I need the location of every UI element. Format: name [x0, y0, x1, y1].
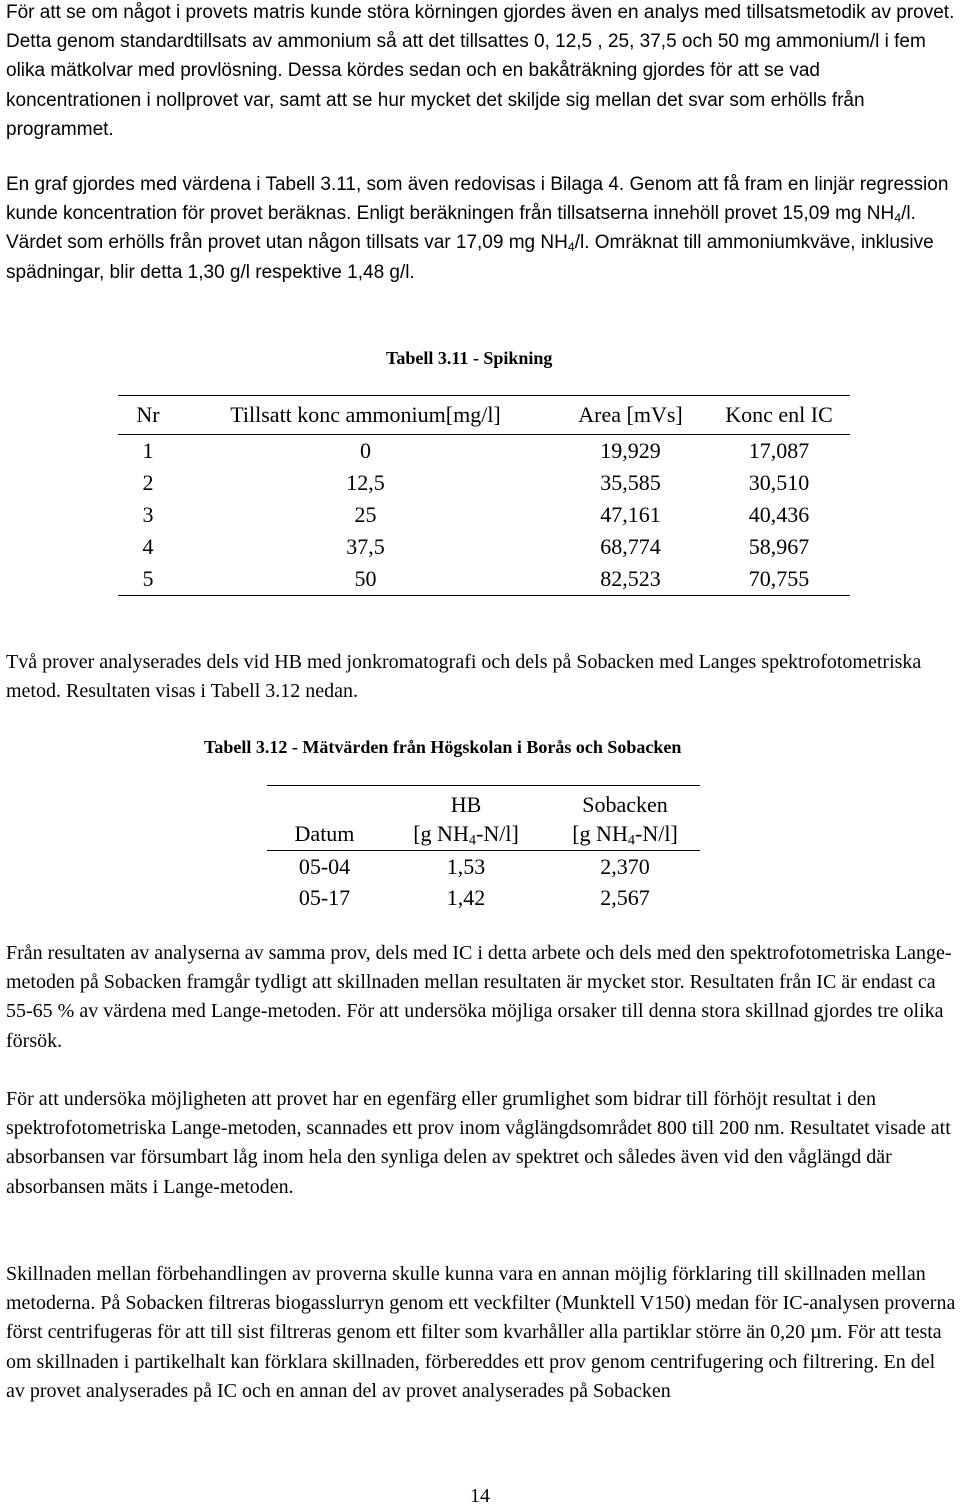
table-row [118, 531, 850, 563]
paragraph-standard-addition-part1: För att se om något i provets matris kunde störa körningen gjordes även en analys med tillsatsmetodik av provet. Detta genom standardtillsats av ammonium så att det tillsattes 0, 12,5 , 25, 37,5 och 50 mg ammonium/l i fem olika mätkolvar med provlösning. [6, 2, 955, 82]
cell-nr: 4 [142, 534, 154, 559]
table-row [118, 563, 850, 596]
table-row [267, 882, 700, 913]
header-hb-unit [413, 821, 519, 849]
header-area: Area [mVs] [578, 402, 683, 427]
table-row [118, 499, 850, 531]
paragraph-regression-part3: /l. Omräknat till ammoniumkväve, inklusive spädningar, blir detta 1,30 g/l respektive 1,48 g/l. [6, 232, 934, 283]
table-row [118, 435, 850, 468]
subscript-4: 4 [627, 832, 635, 849]
measurements-table [267, 785, 700, 913]
cell-nr: 1 [142, 438, 154, 463]
header-date [267, 786, 382, 851]
subscript-4: 4 [468, 832, 476, 849]
paragraph-regression [6, 170, 956, 287]
cell-area: 82,523 [600, 566, 661, 591]
table-row [118, 467, 850, 499]
cell-concentration-ic: 58,967 [748, 534, 810, 559]
header-added-concentration: Tillsatt konc ammonium[mg/l] [230, 402, 501, 427]
cell-concentration-ic: 30,510 [748, 470, 810, 495]
cell-nr: 3 [142, 502, 154, 527]
header-nr: Nr [136, 402, 160, 427]
header-hb-title: HB [450, 792, 482, 817]
cell-date: 05-17 [298, 884, 351, 910]
paragraph-regression-part1: En graf gjordes med värdena i Tabell 3.11, som även redovisas i Bilaga 4. Genom att få fram en linjär regression kunde koncentration för provet beräknas. Enligt beräkningen från tillsatserna innehöll provet 15,09 mg NH [6, 174, 949, 225]
paragraph-regression-part2: /l. Värdet som erhölls från provet utan någon tillsats var 17,09 mg NH [6, 203, 916, 254]
cell-added-concentration: 0 [360, 438, 371, 463]
cell-area: 68,774 [600, 534, 661, 559]
header-concentration-ic: Konc enl IC [725, 402, 833, 427]
header-date-label: Datum [294, 821, 355, 846]
spiking-table [118, 395, 850, 596]
paragraph-result-comparison: Från resultaten av analyserna av samma prov, dels med IC i detta arbete och dels med den spektrofotometriska Lange-metoden på Sobacken framgår tydligt att skillnaden mellan resultaten är mycket stor. Resultaten från IC är endast ca 55-65 % av värdena med Lange-metoden. För att undersöka möjliga orsaker till denna stora skillnad gjordes tre olika försök. [6, 942, 952, 1052]
paragraph-pretreatment: Skillnaden mellan förbehandlingen av proverna skulle kunna vara en annan möjlig förklaring till skillnaden mellan metoderna. På Sobacken filtreras biogasslurryn genom ett veckfilter (Munktell V150) medan för IC-analysen proverna först centrifugeras för att till sist filtreras genom ett filter som kvarhåller alla partiklar större än 0,20 µm. För att testa om skillnaden i partikelhalt kan förklara skillnaden, förbereddes ett prov genom centrifugering och filtrering. En del av provet analyserades på IC och en annan del av provet analyserades på Sobacken [6, 1263, 956, 1402]
cell-concentration-ic: 17,087 [748, 438, 810, 463]
paragraph-standard-addition [6, 0, 956, 144]
cell-added-concentration: 37,5 [346, 534, 385, 559]
cell-nr: 2 [142, 470, 154, 495]
unit-text: -N/l] [476, 821, 519, 846]
cell-added-concentration: 12,5 [346, 470, 385, 495]
header-sobacken [550, 786, 700, 851]
subscript-4: 4 [894, 211, 902, 226]
cell-concentration-ic: 40,436 [748, 502, 810, 527]
paragraph-spectrum-scan: För att undersöka möjligheten att provet har en egenfärg eller grumlighet som bidrar till förhöjt resultat i den spektrofotometriska Lange-metoden, scannades ett prov inom våglängdsområdet 800 till 200 nm. Resultatet visade att absorbansen var försumbart låg inom hela den synliga delen av spektret och således även vid den våglängd där absorbansen mäts i Lange-metoden. [6, 1088, 951, 1198]
page-number: 14 [470, 1485, 490, 1507]
paragraph-two-samples: Två prover analyserades dels vid HB med jonkromatografi och dels på Sobacken med Langes spektrofotometriska metod. Resultaten visas i Tabell 3.12 nedan. [6, 651, 922, 703]
header-sobacken-title: Sobacken [582, 792, 668, 817]
subscript-4: 4 [567, 240, 575, 255]
cell-area: 19,929 [600, 438, 661, 463]
unit-text: [g NH [413, 821, 469, 846]
unit-text: -N/l] [635, 821, 678, 846]
cell-sobacken: 2,370 [600, 853, 650, 879]
cell-hb: 1,53 [446, 853, 486, 879]
cell-sobacken: 2,567 [600, 884, 650, 910]
cell-area: 35,585 [600, 470, 661, 495]
table2-caption: Tabell 3.12 - Mätvärden från Högskolan i Borås och Sobacken [204, 737, 682, 757]
table-header-row [118, 396, 850, 435]
table1-caption: Tabell 3.11 - Spikning [386, 348, 553, 368]
cell-nr: 5 [142, 566, 154, 591]
cell-added-concentration: 25 [354, 502, 377, 527]
header-hb [382, 786, 550, 851]
cell-area: 47,161 [600, 502, 661, 527]
paragraph-standard-addition-part2: Dessa kördes sedan och en bakåträkning gjordes för att se vad koncentrationen i nollprovet var, samt att se hur mycket det skiljde sig mellan det svar som erhölls från programmet. [6, 60, 865, 140]
unit-text: [g NH [572, 821, 628, 846]
table-header-row [267, 786, 700, 851]
table-row [267, 851, 700, 883]
cell-hb: 1,42 [446, 884, 486, 910]
header-sobacken-unit [572, 821, 678, 849]
cell-added-concentration: 50 [354, 566, 377, 591]
cell-date: 05-04 [298, 853, 351, 879]
cell-concentration-ic: 70,755 [748, 566, 810, 591]
